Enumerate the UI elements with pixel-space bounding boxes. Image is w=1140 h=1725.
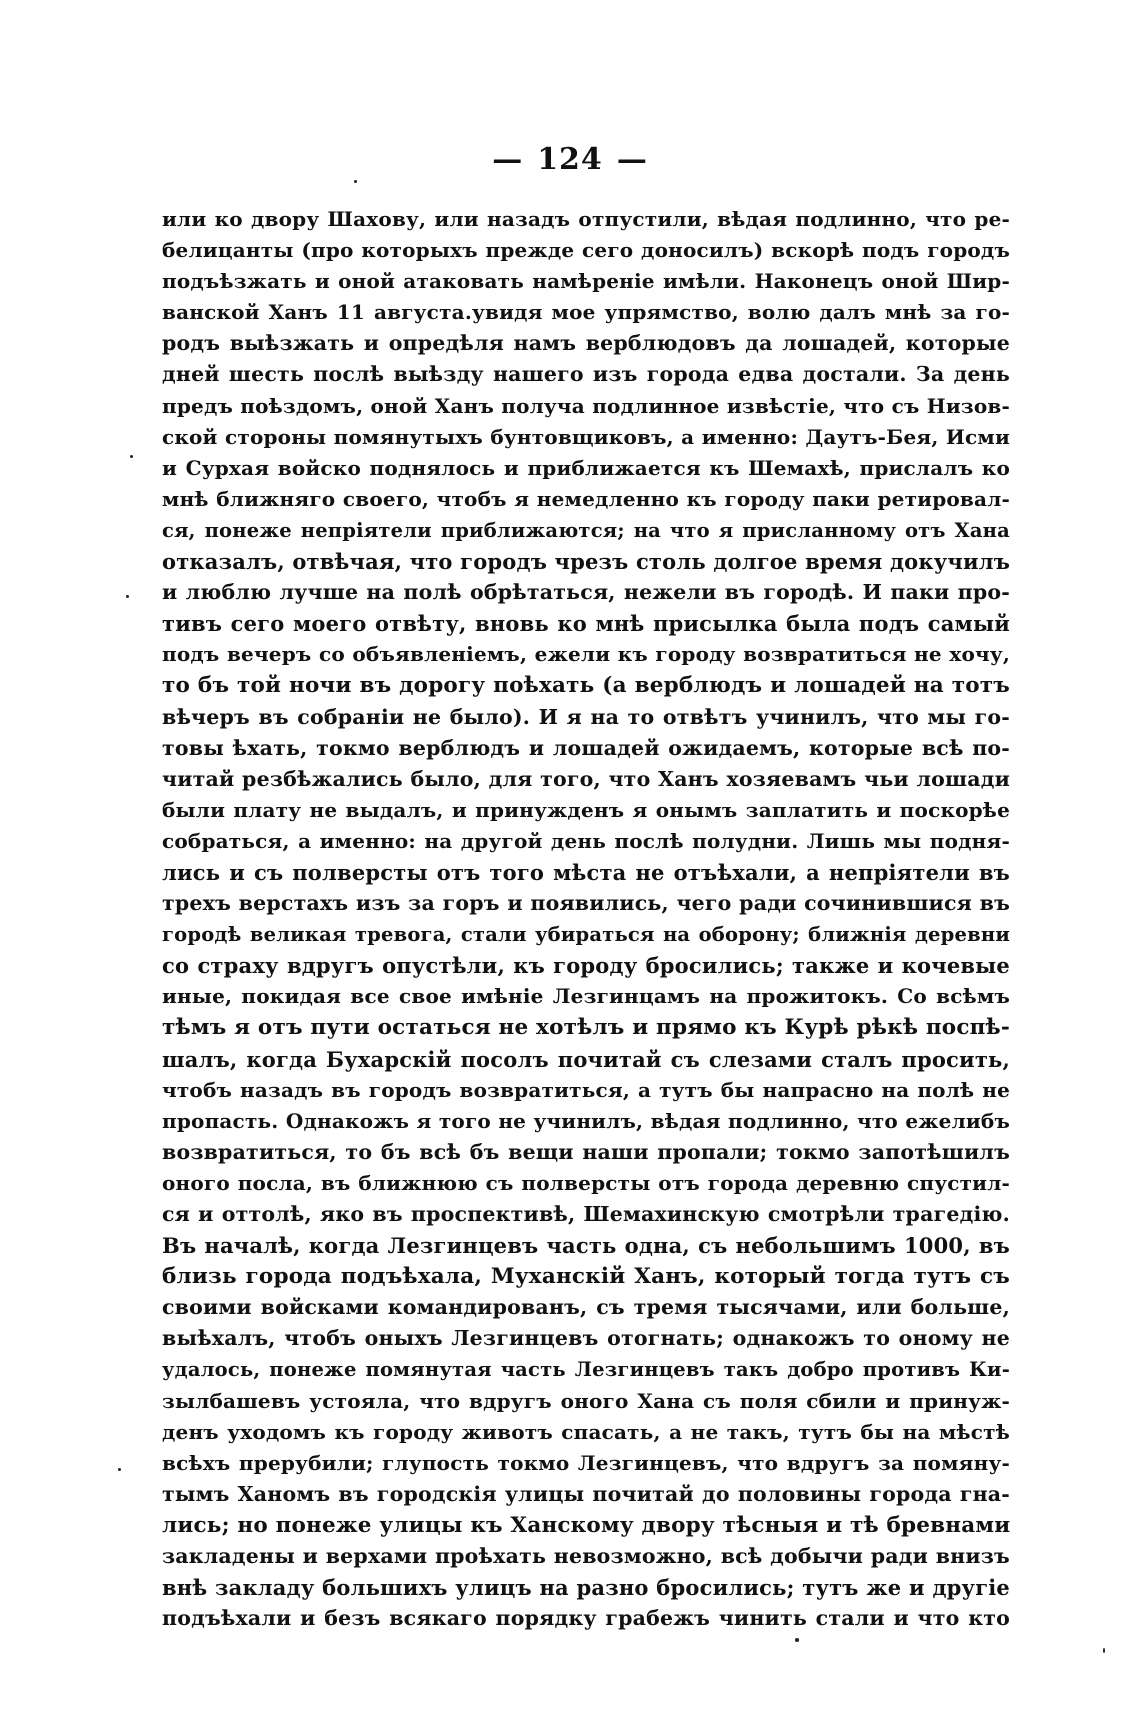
text-line: ской стороны помянутыхъ бунтовщиковъ, а именно: Даутъ-Бея, Исми: [162, 424, 1010, 449]
text-line: подъѣхали и безъ всякаго порядку грабежъ чинить стали и что кто: [162, 1606, 1010, 1631]
text-line: закладены и верхами проѣхать невозможно, всѣ добычи ради внизъ: [162, 1544, 1010, 1569]
text-line: лись; но понеже улицы къ Ханскому двору тѣсныя и тѣ бревнами: [162, 1512, 1010, 1538]
scan-speck: [130, 455, 133, 458]
text-line: тѣмъ я отъ пути остаться не хотѣлъ и прямо къ Курѣ рѣкѣ поспѣ-: [162, 1015, 1010, 1041]
text-line: чтобъ назадъ въ городъ возвратиться, а тутъ бы напрасно на полѣ не: [162, 1077, 1010, 1102]
text-line: были плату не выдалъ, и принужденъ я онымъ заплатить и поскорѣе: [162, 797, 1010, 822]
text-line: тивъ сего моего отвѣту, вновь ко мнѣ присылка была подъ самый: [162, 611, 1010, 637]
text-line: или ко двору Шахову, или назадъ отпустили, вѣдая подлинно, что ре-: [162, 207, 1010, 231]
header-dash-right: —: [616, 142, 648, 177]
text-line: городѣ великая тревога, стали убираться на оборону; ближнія деревни: [162, 923, 1010, 947]
text-line: собраться, а именно: на другой день послѣ полудни. Лишь мы подня-: [162, 828, 1010, 853]
text-line: родъ выѣзжать и опредѣля намъ верблюдовъ да лошадей, которые: [162, 331, 1010, 356]
text-line: читай резбѣжались было, для того, что Ханъ хозяевамъ чьи лошади: [162, 766, 1010, 791]
scan-speck: [1103, 1648, 1105, 1653]
text-line: подъ вечеръ со объявленіемъ, ежели къ городу возвратиться не хочу,: [162, 642, 1010, 667]
text-line: то бъ той ночи въ дорогу поѣхать (а верблюдъ и лошадей на тотъ: [162, 673, 1010, 699]
text-line: белицанты (про которыхъ прежде сего доносилъ) вскорѣ подъ городъ: [162, 238, 1010, 263]
text-line: всѣхъ прерубили; глупость токмо Лезгинцевъ, что вдругъ за помяну-: [162, 1450, 1010, 1475]
text-line: трехъ верстахъ изъ за горъ и появились, чего ради сочинившися въ: [162, 891, 1010, 916]
text-line: ванской Ханъ 11 августа.увидя мое упрямство, волю далъ мнѣ за го-: [162, 300, 1010, 325]
text-line: удалось, понеже помянутая часть Лезгинцевъ такъ добро противъ Ки-: [162, 1358, 1010, 1382]
text-line: со страху вдругъ опустѣли, къ городу бросились; также и кочевые: [162, 953, 1010, 979]
text-line: возвратиться, то бъ всѣ бъ вещи наши пропали; токмо запотѣшилъ: [162, 1139, 1010, 1164]
header-dash-left: —: [492, 142, 524, 177]
text-line: [162, 1634, 1010, 1665]
page-number-header: [0, 142, 1140, 177]
text-line: лись и съ полверсты отъ того мѣста не отъѣхали, а непріятели въ: [162, 859, 1010, 885]
text-line: ся, понеже непріятели приближаются; на что я присланному отъ Хана: [162, 518, 1010, 542]
text-line: и Сурхая войско поднялось и приближается къ Шемахѣ, прислалъ ко: [162, 455, 1010, 480]
text-line: отказалъ, отвѣчая, что городъ чрезъ столь долгое время докучилъ: [162, 549, 1010, 575]
text-line: выѣхалъ, чтобъ оныхъ Лезгинцевъ отогнать; однакожъ то оному не: [162, 1326, 1010, 1351]
text-line: предъ поѣздомъ, оной Ханъ получа подлинное извѣстіе, что съ Низов-: [162, 393, 1010, 418]
page-number: 124: [537, 142, 603, 177]
scan-speck: [795, 1638, 799, 1642]
text-line: дней шесть послѣ выѣзду нашего изъ города едва достали. За день: [162, 362, 1010, 387]
text-line: иные, покидая все свое имѣніе Лезгинцамъ на прожитокъ. Со всѣмъ: [162, 984, 1010, 1009]
text-line: тымъ Ханомъ въ городскія улицы почитай до половины города гна-: [162, 1481, 1010, 1506]
scan-speck: [354, 180, 357, 183]
text-line: вѣчеръ въ собраніи не было). И я на то отвѣтъ учинилъ, что мы го-: [162, 704, 1010, 729]
text-line: зылбашевъ устояла, что вдругъ оного Хана съ поля сбили и принуж-: [162, 1388, 1010, 1413]
text-line: Въ началѣ, когда Лезгинцевъ часть одна, съ небольшимъ 1000, въ: [162, 1233, 1010, 1259]
text-line: пропасть. Однакожъ я того не учинилъ, вѣдая подлинно, что ежелибъ: [162, 1108, 1010, 1133]
text-line: товы ѣхать, токмо верблюдъ и лошадей ожидаемъ, которые всѣ по-: [162, 735, 1010, 760]
text-line: внѣ закладу большихъ улицъ на разно бросились; тутъ же и другіе: [162, 1575, 1010, 1601]
text-line: близь города подъѣхала, Муханскій Ханъ, который тогда тутъ съ: [162, 1264, 1010, 1290]
scan-speck: [126, 595, 129, 598]
scan-speck: [118, 1468, 121, 1471]
text-line: шалъ, когда Бухарскій посолъ почитай съ слезами сталъ просить,: [162, 1046, 1010, 1072]
text-line: денъ уходомъ къ городу животъ спасать, а не такъ, тутъ бы на мѣстѣ: [162, 1419, 1010, 1444]
text-line: подъѣзжать и оной атаковать намѣреніе имѣли. Наконецъ оной Шир-: [162, 269, 1010, 294]
text-line: мнѣ ближняго своего, чтобъ я немедленно къ городу паки ретировал-: [162, 486, 1010, 511]
text-line: и люблю лучше на полѣ обрѣтаться, нежели въ городѣ. И паки про-: [162, 580, 1010, 605]
text-line: оного посла, въ ближнюю съ полверсты отъ города деревню спустил-: [162, 1170, 1010, 1195]
text-line: своими войсками командированъ, съ тремя тысячами, или больше,: [162, 1295, 1010, 1320]
text-line: ся и оттолѣ, яко въ проспективѣ, Шемахинскую смотрѣли трагедію.: [162, 1202, 1010, 1226]
body-text: [162, 204, 1010, 1665]
